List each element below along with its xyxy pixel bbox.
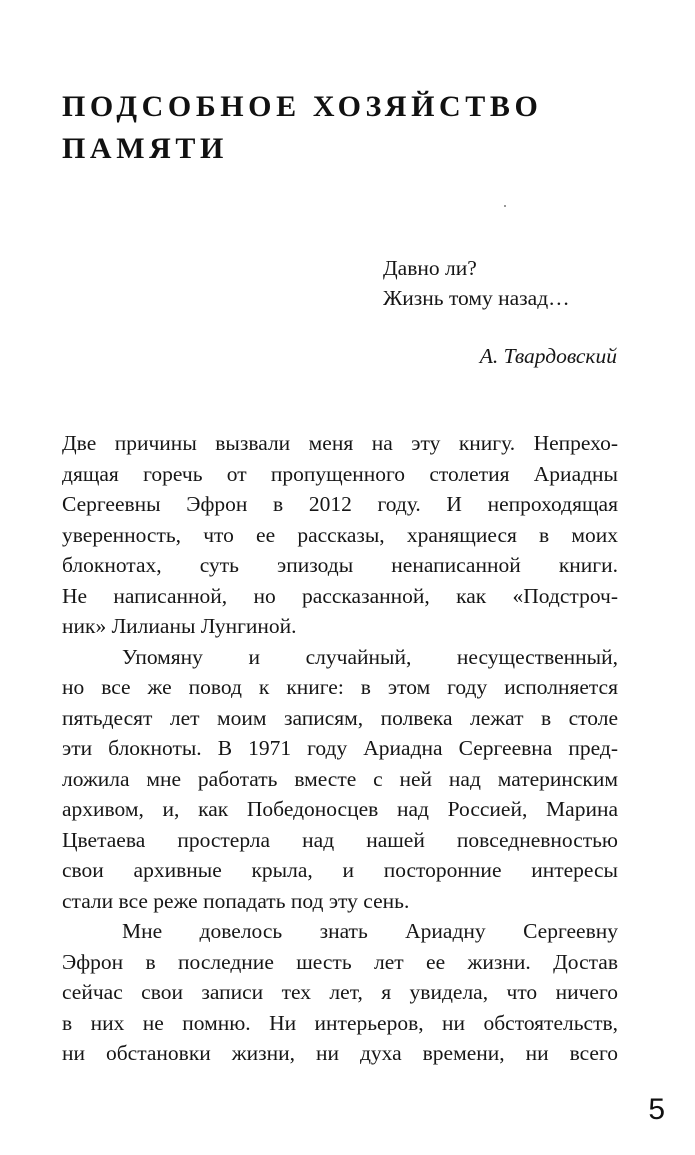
epigraph-line-1: Давно ли? [383,256,477,280]
text-line: Сергеевны Эфрон в 2012 году. И непроходящая [62,492,618,516]
text-line: ник» Лилианы Лунгиной. [62,614,297,638]
text-line: Упомяну и случайный, несущественный, [122,644,618,669]
text-line: Мне довелось знать Ариадну Сергеевну [122,919,618,943]
text-line: эти блокноты. В 1971 году Ариадна Сергеевна пред- [62,736,618,760]
text-line: Цветаева простерла над нашей повседневностью [62,827,618,852]
text-line: ложила мне работать вместе с ней над материнским [62,766,618,791]
chapter-title-line-2: ПАМЯТИ [62,132,228,165]
chapter-title-line-1: ПОДСОБНОЕ ХОЗЯЙСТВО [62,90,543,123]
epigraph-line-2: Жизнь тому назад… [383,286,570,310]
text-line: Не написанной, но рассказанной, как «Подстроч- [62,583,618,608]
text-line: в них не помню. Ни интерьеров, ни обстоятельств, [62,1010,618,1035]
print-speck [504,205,506,207]
text-line: дящая горечь от пропущенного столетия Ариадны [62,461,618,486]
epigraph-author: А. Твардовский [479,344,617,368]
text-line: ни обстановки жизни, ни духа времени, ни всего [62,1041,618,1065]
text-line: но все же повод к книге: в этом году исполняется [62,675,618,699]
text-line: Эфрон в последние шесть лет ее жизни. Достав [62,949,618,974]
page-number: 5 [648,1093,665,1126]
body-text [62,428,618,1069]
text-line: свои архивные крыла, и посторонние интересы [62,858,618,882]
text-line: архивом, и, как Победоносцев над Россией, Марина [62,797,618,821]
text-line: Две причины вызвали меня на эту книгу. Непрехо- [62,431,618,455]
text-line: блокнотах, суть эпизоды ненаписанной книги. [62,553,618,577]
text-line: уверенность, что ее рассказы, хранящиеся в моих [62,522,618,547]
chapter-title [62,86,622,170]
text-line: сейчас свои записи тех лет, я увидела, что ничего [62,980,618,1004]
epigraph [383,253,623,313]
text-line: пятьдесят лет моим записям, полвека лежат в столе [62,705,618,730]
text-line: стали все реже попадать под эту сень. [62,888,410,913]
